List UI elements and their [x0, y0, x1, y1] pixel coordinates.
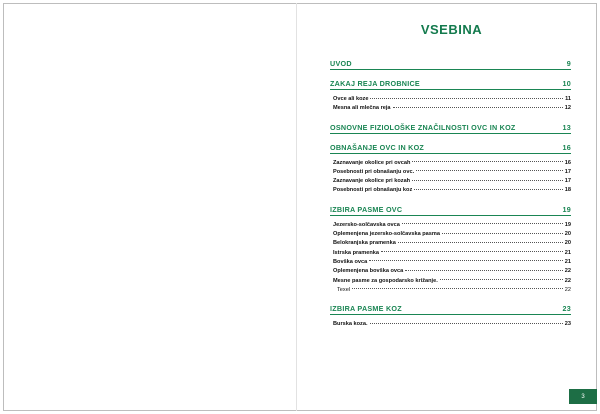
entry-page-number: 17: [564, 168, 571, 175]
section-title: ZAKAJ REJA DROBNICE: [330, 79, 420, 88]
dot-leader: [398, 242, 563, 243]
toc-entry[interactable]: [333, 267, 571, 276]
section-title: IZBIRA PASME KOZ: [330, 304, 402, 314]
entry-label: Texel: [337, 286, 351, 293]
toc-entry[interactable]: [333, 177, 571, 186]
toc-entry[interactable]: [333, 320, 571, 329]
dot-leader: [381, 251, 563, 252]
dot-leader: [412, 180, 563, 181]
entry-label: Istrska pramenka: [333, 249, 380, 256]
entry-page-number: 16: [564, 159, 571, 166]
entry-page-number: 17: [564, 178, 571, 185]
dot-leader: [440, 279, 563, 280]
toc-entry[interactable]: [333, 168, 571, 177]
toc-entry[interactable]: [333, 221, 571, 230]
section-heading[interactable]: [330, 79, 571, 90]
section-heading[interactable]: [330, 205, 571, 216]
entry-label: Bovška ovca: [333, 258, 368, 265]
section-page-number: 9: [566, 59, 571, 68]
toc-entry[interactable]: [333, 159, 571, 168]
entry-page-number: 23: [564, 321, 571, 328]
entry-label: Mesne pasme za gospodarsko križanje.: [333, 277, 438, 284]
toc-section: [330, 304, 571, 329]
entry-page-number: 21: [564, 258, 571, 265]
entry-label: Jezersko-solčavska ovca: [333, 221, 400, 228]
dot-leader: [412, 161, 562, 162]
section-title: UVOD: [330, 59, 352, 68]
toc-entry[interactable]: [333, 249, 571, 258]
section-entries: [330, 320, 571, 329]
entry-page-number: 22: [564, 268, 571, 275]
section-heading[interactable]: [330, 59, 571, 70]
toc-section: [330, 59, 571, 70]
section-heading[interactable]: [330, 304, 571, 315]
entry-label: Oplemenjena bovška ovca: [333, 268, 404, 275]
dot-leader: [442, 233, 563, 234]
toc-entry[interactable]: [333, 277, 571, 286]
toc-section: [330, 123, 571, 134]
entry-label: Zaznavanje okolice pri ovcah: [333, 159, 411, 166]
dot-leader: [370, 98, 563, 99]
toc-sections: [330, 59, 571, 329]
section-title: IZBIRA PASME OVC: [330, 204, 403, 214]
table-of-contents: [330, 22, 571, 338]
toc-entry[interactable]: [333, 258, 571, 267]
toc-section: [330, 79, 571, 114]
entry-page-number: 19: [564, 221, 571, 228]
dot-leader: [393, 107, 563, 108]
entry-label: Ovce ali koze: [333, 96, 369, 102]
entry-label: Burska koza.: [333, 321, 368, 328]
entry-page-number: 22: [564, 286, 571, 293]
toc-entry[interactable]: [333, 104, 571, 113]
page-number-badge: 3: [569, 389, 597, 404]
entry-page-number: 12: [564, 105, 571, 112]
entry-label: Posebnosti pri obnašanju ovc.: [333, 168, 415, 175]
toc-entry[interactable]: [333, 286, 571, 295]
entry-label: Mesna ali mlečna reja: [333, 105, 391, 112]
section-page-number: 16: [562, 142, 571, 152]
toc-title: VSEBINA: [420, 22, 483, 37]
section-page-number: 23: [562, 304, 571, 314]
toc-entry[interactable]: [333, 239, 571, 248]
entry-page-number: 11: [565, 96, 571, 102]
section-title: OSNOVNE FIZIOLOŠKE ZNAČILNOSTI OVC IN KOZ: [330, 122, 516, 132]
section-page-number: 19: [562, 204, 571, 214]
dot-leader: [369, 260, 563, 261]
section-entries: [330, 95, 571, 114]
toc-entry[interactable]: [333, 95, 571, 104]
entry-label: Oplemenjena jezersko-solčavska pasma: [333, 231, 440, 238]
toc-entry[interactable]: [333, 186, 571, 195]
entry-label: Belokranjska pramenka: [333, 240, 396, 247]
section-page-number: 13: [562, 122, 571, 132]
entry-page-number: 21: [564, 249, 571, 256]
dot-leader: [370, 323, 563, 324]
entry-page-number: 18: [564, 187, 571, 194]
entry-page-number: 22: [564, 277, 571, 284]
section-entries: [330, 221, 571, 295]
entry-page-number: 20: [564, 231, 571, 238]
entry-label: Zaznavanje okolice pri kozah: [333, 178, 411, 185]
toc-section: [330, 143, 571, 196]
dot-leader: [352, 288, 563, 289]
entry-label: Posebnosti pri obnašanju koz: [333, 187, 413, 194]
section-heading[interactable]: [330, 143, 571, 154]
dot-leader: [405, 270, 563, 271]
entry-page-number: 20: [564, 240, 571, 247]
section-entries: [330, 159, 571, 196]
section-page-number: 10: [562, 79, 571, 88]
toc-section: [330, 205, 571, 295]
section-heading[interactable]: [330, 123, 571, 134]
page-gutter: [296, 3, 297, 411]
section-title: OBNAŠANJE OVC IN KOZ: [330, 142, 425, 152]
dot-leader: [414, 189, 563, 190]
dot-leader: [402, 223, 563, 224]
toc-entry[interactable]: [333, 230, 571, 239]
dot-leader: [416, 170, 563, 171]
